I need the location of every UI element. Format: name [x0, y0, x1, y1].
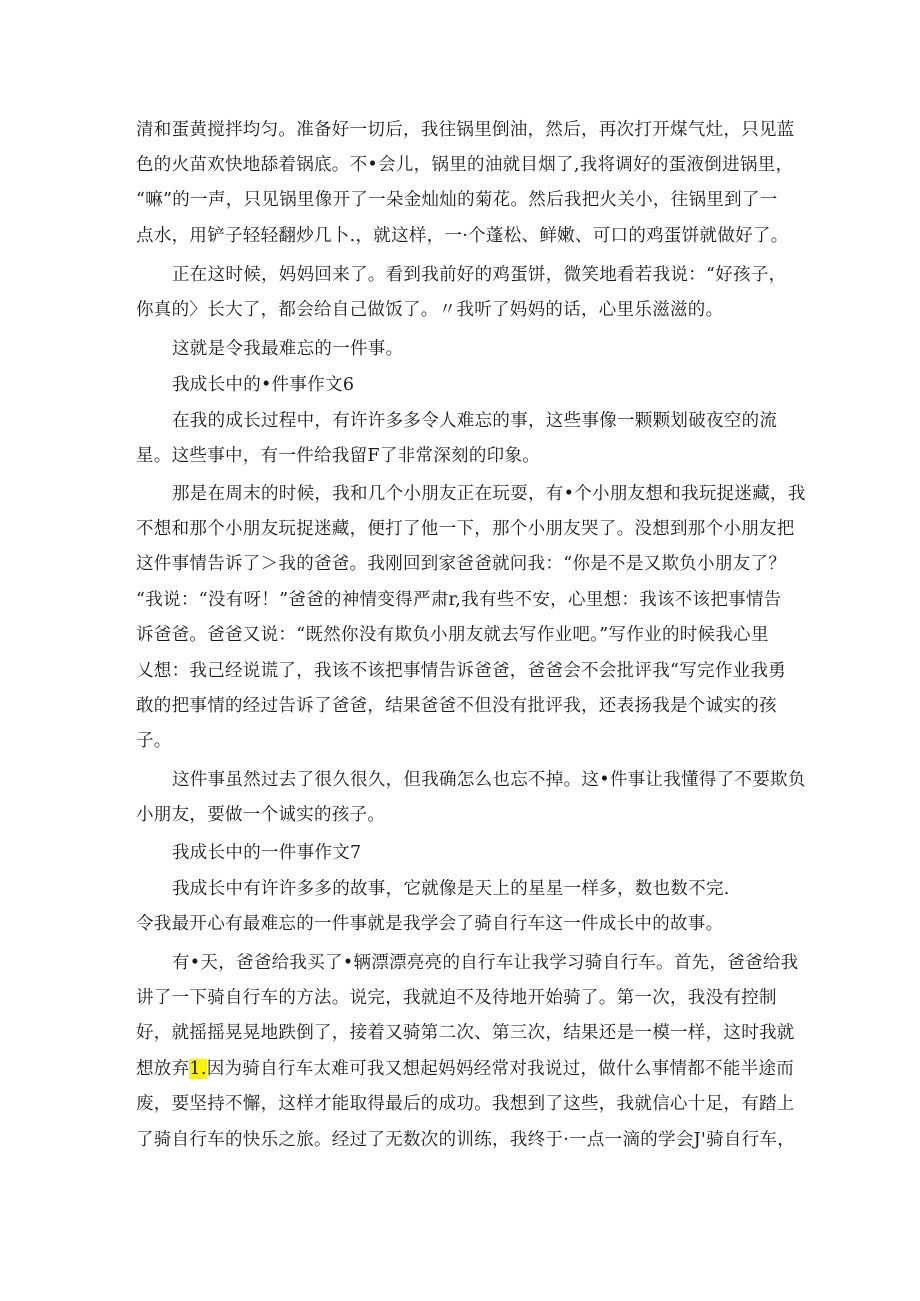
text-line: 这就是令我最难忘的一件事。 — [172, 339, 404, 359]
text-line: 星。这些事中，有一件给我留F了非常深刻的印象。 — [136, 446, 541, 466]
text-line: 在我的成长过程中，有许许多多令人难忘的事，这些事像一颗颗划破夜空的流 — [172, 411, 778, 431]
text-line: 不想和那个小朋友玩捉迷藏，便打了他一下，那个小朋友哭了。没想到那个小朋友把 — [136, 519, 795, 539]
text-line: 这件事情告诉了＞我的爸爸。我刚回到家爸爸就问我：“你是不是又欺负小朋友了？ — [136, 554, 787, 574]
text-line: “我说：“没有呀！”爸爸的神情变得严肃r,我有些不安，心里想：我该不该把事情告 — [136, 590, 782, 610]
text-line: 好，就摇摇晃晃地跌倒了，接着又骑第二次、第三次，结果还是一模一样，这时我就 — [136, 1023, 795, 1043]
text-line: 令我最开心有最难忘的一件事就是我学会了骑自行车这一件成长中的故事。 — [136, 914, 724, 934]
text-line: 子。 — [136, 731, 172, 751]
text-line: 色的火苗欢快地舔着锅底。不•会儿，锅里的油就目烟了,我将调好的蛋液倒进锅里， — [136, 155, 794, 175]
text-segment: 想放弃 — [136, 1059, 190, 1079]
text-line: 我成长中有许许多多的故事，它就像是天上的星星一样多，数也数不完. — [172, 879, 730, 899]
text-line: 正在这时候，妈妈回来了。看到我前好的鸡蛋饼，微笑地看若我说：“好孩子， — [172, 265, 787, 285]
text-line: 有•天，爸爸给我买了•辆漂漂亮亮的自行车让我学习骑自行车。首先，爸爸给我 — [172, 953, 799, 973]
section-heading: 我成长中的•件事作文6 — [172, 375, 355, 395]
text-line: 讲了一下骑自行车的方法。说完，我就迫不及待地开始骑了。第一次，我没有控制 — [136, 988, 777, 1008]
text-segment: 因为骑自行车太难可我又想起妈妈经常对我说过，做什么事情都不能半途而 — [206, 1059, 795, 1079]
highlighted-marker: 1. — [189, 1059, 207, 1079]
text-line: 乂想：我己经说谎了，我该不该把事情告诉爸爸，爸爸会不会批评我“写完作业我勇 — [136, 661, 787, 681]
text-line: 小朋友，要做一个诚实的孩子。 — [136, 805, 386, 825]
text-line: 敢的把事情的经过告诉了爸爸，结果爸爸不但没有批评我，还表扬我是个诚实的孩 — [136, 696, 777, 716]
text-line: 了骑自行车的快乐之旅。经过了无数次的训练，我终于·一点一滴的学会J'骑自行车， — [136, 1130, 796, 1150]
text-line: 这件事虽然过去了很久很久，但我确怎么也忘不掉。这•件事让我懂得了不要欺负 — [172, 770, 806, 790]
text-line: 废，要坚持不懈，这样才能取得最后的成功。我想到了这些，我就信心十足，有踏上 — [136, 1094, 795, 1114]
text-line: 那是在周末的时候，我和几个小朋友正在玩耍，有•个小朋友想和我玩捉迷藏，我 — [172, 484, 806, 504]
text-line: 诉爸爸。爸爸又说：“既然你没有欺负小朋友就去写作业吧。”写作业的时候我心里 — [136, 625, 769, 645]
text-line: “嘛”的一声，只见锅里像开了一朵金灿灿的菊花。然后我把火关小，往锅里到了一 — [136, 190, 778, 210]
section-heading: 我成长中的一件事作文7 — [172, 843, 362, 863]
text-line: 点水，用铲子轻轻翻炒几卜.，就这样，一·个蓬松、鲜嫩、可口的鸡蛋饼就做好了。 — [136, 226, 789, 246]
text-line: 清和蛋黄搅拌均匀。准备好一切后，我往锅里倒油，然后，再次打开煤气灶，只见蓝 — [136, 120, 795, 140]
text-line: 你真的〉长大了，都会给自己做饭了。〃我听了妈妈的话，心里乐滋滋的。 — [136, 300, 724, 320]
text-line — [136, 1057, 794, 1081]
